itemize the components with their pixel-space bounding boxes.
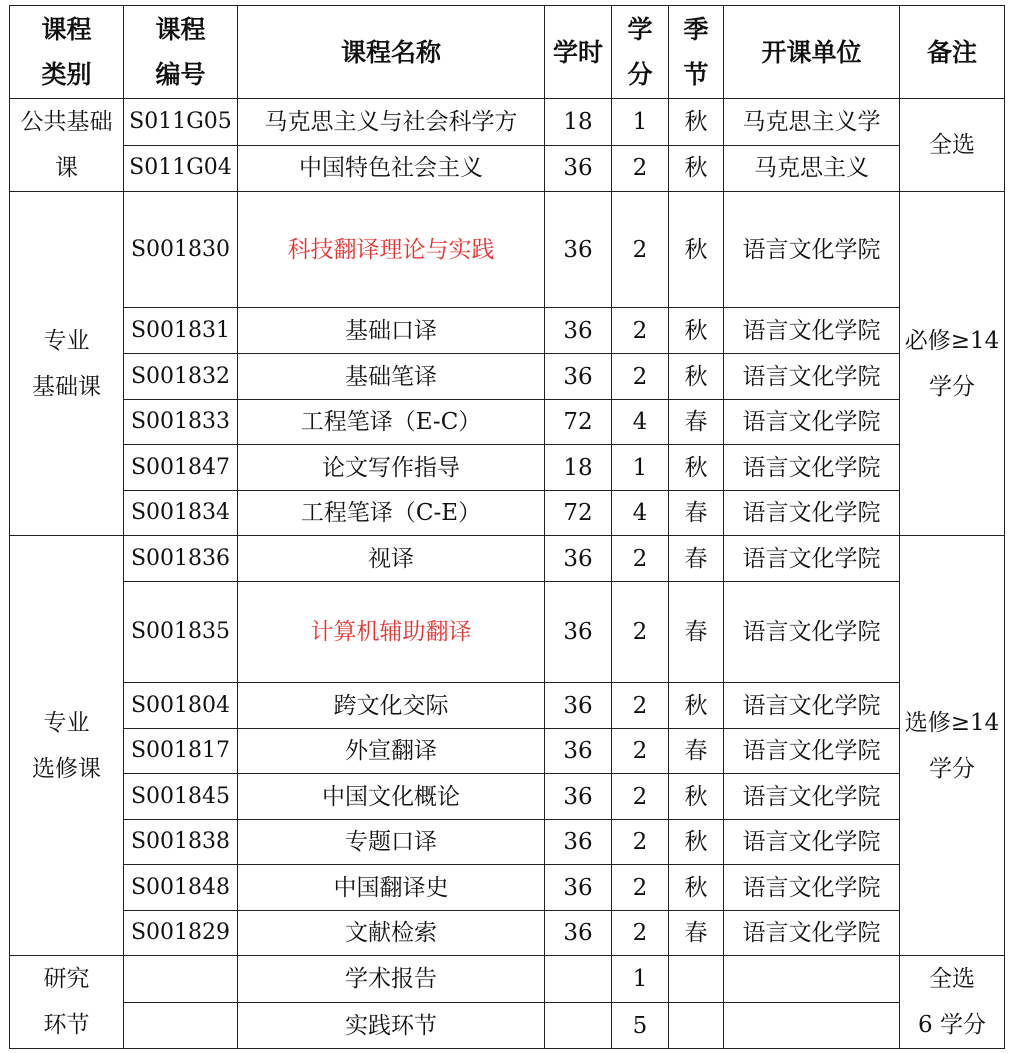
note-cell: 选修≥14 学分 — [900, 536, 1005, 956]
course-name: 基础笔译 — [238, 354, 545, 400]
course-unit: 语言文化学院 — [724, 354, 900, 400]
course-credits: 2 — [612, 683, 669, 729]
course-unit: 语言文化学院 — [724, 308, 900, 354]
course-season: 秋 — [669, 308, 724, 354]
course-season: 秋 — [669, 774, 724, 820]
header-credits: 学 分 — [612, 6, 669, 99]
table-body — [10, 99, 1005, 1049]
course-name: 专题口译 — [238, 820, 545, 865]
course-unit: 语言文化学院 — [724, 536, 900, 582]
course-code: S011G04 — [124, 145, 238, 192]
course-credits: 1 — [612, 956, 669, 1003]
course-table — [9, 5, 1005, 1049]
course-code: S001832 — [124, 354, 238, 400]
course-unit: 语言文化学院 — [724, 774, 900, 820]
course-unit: 马克思主义 — [724, 145, 900, 192]
course-code: S001817 — [124, 729, 238, 774]
header-category: 课程 类别 — [10, 6, 124, 99]
course-hours: 36 — [545, 683, 612, 729]
table-row — [10, 400, 1005, 445]
course-unit: 语言文化学院 — [724, 729, 900, 774]
table-row — [10, 308, 1005, 354]
course-name: 文献检索 — [238, 911, 545, 956]
header-hours: 学时 — [545, 6, 612, 99]
course-name: 中国特色社会主义 — [238, 145, 545, 192]
course-hours — [545, 1003, 612, 1049]
table-row — [10, 865, 1005, 911]
course-unit — [724, 1003, 900, 1049]
table-row — [10, 582, 1005, 683]
table-row — [10, 683, 1005, 729]
table-row — [10, 491, 1005, 536]
note-cell: 全选 6 学分 — [900, 956, 1005, 1049]
course-code — [124, 1003, 238, 1049]
table-row — [10, 956, 1005, 1003]
table-row — [10, 1003, 1005, 1049]
course-code: S001829 — [124, 911, 238, 956]
course-season: 秋 — [669, 354, 724, 400]
header-unit: 开课单位 — [724, 6, 900, 99]
course-hours: 36 — [545, 536, 612, 582]
course-code: S001838 — [124, 820, 238, 865]
course-name: 工程笔译（C-E） — [238, 491, 545, 536]
course-code: S011G05 — [124, 99, 238, 146]
course-name: 视译 — [238, 536, 545, 582]
course-hours: 36 — [545, 145, 612, 192]
course-credits: 2 — [612, 582, 669, 683]
course-name: 跨文化交际 — [238, 683, 545, 729]
course-credits: 2 — [612, 865, 669, 911]
table-row — [10, 99, 1005, 146]
course-credits: 1 — [612, 99, 669, 146]
course-season: 秋 — [669, 192, 724, 308]
course-hours: 36 — [545, 820, 612, 865]
course-hours: 18 — [545, 445, 612, 491]
course-code — [124, 956, 238, 1003]
header-season: 季 节 — [669, 6, 724, 99]
note-cell: 必修≥14 学分 — [900, 192, 1005, 536]
course-credits: 5 — [612, 1003, 669, 1049]
table-row — [10, 354, 1005, 400]
course-unit: 语言文化学院 — [724, 865, 900, 911]
course-hours: 36 — [545, 911, 612, 956]
course-name: 中国文化概论 — [238, 774, 545, 820]
course-code: S001830 — [124, 192, 238, 308]
table-row — [10, 445, 1005, 491]
course-code: S001834 — [124, 491, 238, 536]
course-name: 马克思主义与社会科学方 — [238, 99, 545, 146]
course-hours: 36 — [545, 729, 612, 774]
course-season: 春 — [669, 911, 724, 956]
course-code: S001833 — [124, 400, 238, 445]
course-credits: 1 — [612, 445, 669, 491]
course-name: 科技翻译理论与实践 — [238, 192, 545, 308]
header-note: 备注 — [900, 6, 1005, 99]
note-cell: 全选 — [900, 99, 1005, 192]
course-season: 春 — [669, 582, 724, 683]
course-hours: 36 — [545, 192, 612, 308]
category-cell: 专业 选修课 — [10, 536, 124, 956]
course-unit: 语言文化学院 — [724, 445, 900, 491]
course-credits: 2 — [612, 354, 669, 400]
table-row — [10, 774, 1005, 820]
course-season: 秋 — [669, 820, 724, 865]
course-season: 秋 — [669, 145, 724, 192]
table-row — [10, 192, 1005, 308]
course-season: 春 — [669, 729, 724, 774]
table-row — [10, 911, 1005, 956]
course-name: 学术报告 — [238, 956, 545, 1003]
course-hours: 36 — [545, 865, 612, 911]
course-unit: 语言文化学院 — [724, 911, 900, 956]
category-cell: 公共基础 课 — [10, 99, 124, 192]
course-unit: 语言文化学院 — [724, 683, 900, 729]
table-row — [10, 536, 1005, 582]
course-season: 春 — [669, 491, 724, 536]
course-season: 秋 — [669, 99, 724, 146]
course-season: 春 — [669, 536, 724, 582]
course-hours: 18 — [545, 99, 612, 146]
course-credits: 2 — [612, 820, 669, 865]
course-code: S001848 — [124, 865, 238, 911]
course-code: S001836 — [124, 536, 238, 582]
course-credits: 2 — [612, 729, 669, 774]
header-name: 课程名称 — [238, 6, 545, 99]
course-code: S001847 — [124, 445, 238, 491]
course-credits: 2 — [612, 536, 669, 582]
course-hours: 72 — [545, 400, 612, 445]
course-name: 计算机辅助翻译 — [238, 582, 545, 683]
course-season: 秋 — [669, 865, 724, 911]
header-row — [10, 6, 1005, 99]
course-unit: 语言文化学院 — [724, 192, 900, 308]
table-row — [10, 820, 1005, 865]
course-season: 秋 — [669, 683, 724, 729]
course-hours: 36 — [545, 774, 612, 820]
table-row — [10, 145, 1005, 192]
course-code: S001831 — [124, 308, 238, 354]
course-unit: 语言文化学院 — [724, 491, 900, 536]
course-name: 外宣翻译 — [238, 729, 545, 774]
course-name: 工程笔译（E-C） — [238, 400, 545, 445]
course-unit: 语言文化学院 — [724, 820, 900, 865]
course-unit: 语言文化学院 — [724, 400, 900, 445]
course-credits: 4 — [612, 400, 669, 445]
course-name: 实践环节 — [238, 1003, 545, 1049]
course-unit — [724, 956, 900, 1003]
course-credits: 2 — [612, 911, 669, 956]
course-hours: 36 — [545, 308, 612, 354]
course-credits: 2 — [612, 192, 669, 308]
course-code: S001835 — [124, 582, 238, 683]
table-row — [10, 729, 1005, 774]
course-unit: 马克思主义学 — [724, 99, 900, 146]
course-credits: 2 — [612, 774, 669, 820]
course-name: 基础口译 — [238, 308, 545, 354]
course-credits: 2 — [612, 308, 669, 354]
category-cell: 专业 基础课 — [10, 192, 124, 536]
course-unit: 语言文化学院 — [724, 582, 900, 683]
header-code: 课程 编号 — [124, 6, 238, 99]
course-hours: 36 — [545, 354, 612, 400]
course-name: 中国翻译史 — [238, 865, 545, 911]
course-hours: 36 — [545, 582, 612, 683]
course-code: S001804 — [124, 683, 238, 729]
course-code: S001845 — [124, 774, 238, 820]
course-credits: 4 — [612, 491, 669, 536]
course-season — [669, 956, 724, 1003]
course-season: 秋 — [669, 445, 724, 491]
course-hours — [545, 956, 612, 1003]
category-cell: 研究 环节 — [10, 956, 124, 1049]
course-name: 论文写作指导 — [238, 445, 545, 491]
course-season: 春 — [669, 400, 724, 445]
course-credits: 2 — [612, 145, 669, 192]
course-hours: 72 — [545, 491, 612, 536]
course-season — [669, 1003, 724, 1049]
